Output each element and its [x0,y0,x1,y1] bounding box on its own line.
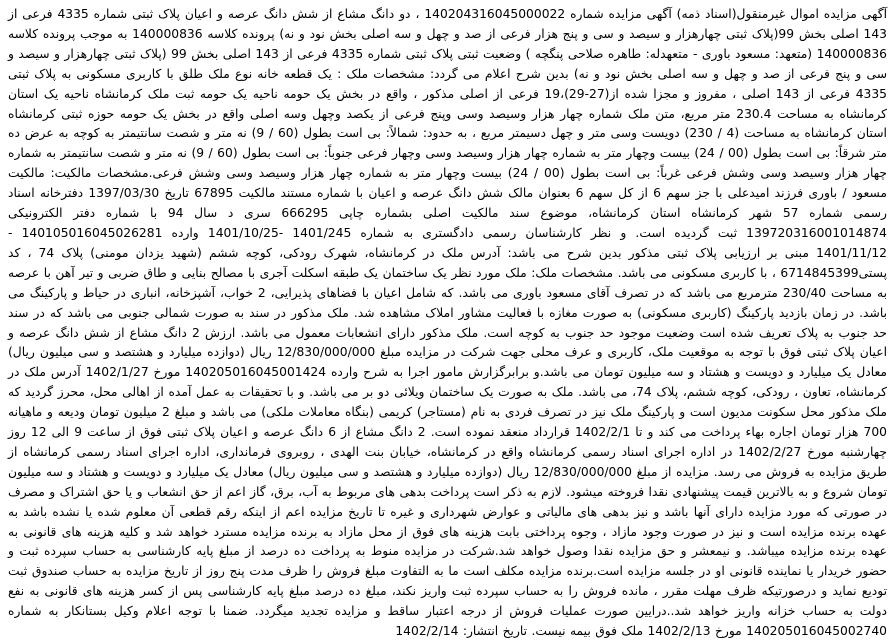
auction-notice-text: آگهی مزایده اموال غیرمنقول(اسناد ذمه) آگهی مزایده شماره 140204316045000022 ، دو دانگ مشاع از شش دانگ عرصه و اعیان پلاک ثبتی شماره 4335 فرعی از 143 اصلی بخش 99(پلاک ثبتی چهارهزار و سیصد و سی و پنج هزار فرعی از صد و چهل و سه اصلی بخش نود و نه) پرونده کلاسه 140000836 به موجب پرونده کلاسه 140000836 (متعهد: مسعود باوری - متعهدله: طاهره صلاحی پنگچه ) وضعیت ثبتی پلاک ثبتی شماره 4335 فرعی از 143 اصلی بخش 99 (پلاک ثبتی چهارهزار و سیصد و سی و پنج فرعی از صد و چهل و سه اصلی بخش نود و نه) بدین شرح اعلام می گردد: مشخصات ملک : یک قطعه خانه نوع ملک طلق با کاربری مسکونی به پلاک ثبتی 4335 فرعی از 143 اصلی ، مفروز و مجزا شده از(27-29)،19 فرعی از اصلی مذکور ، واقع در بخش یک حومه ناحیه یک حومه ثبت ملک کرمانشاه ناحیه یک استان کرمانشاه به مساحت 230.4 متر مربع، متن ملک شماره چهار هزار وسیصد وسی وپنج فرعی از یکصد وچهل وسه اصلی واقع در بخش یک حومه حوزه ثبتی کرمانشاه استان کرمانشاه به مساحت (4 / 230) دویست وسی متر و چهل دسیمتر مربع ، به حدود: شمالاً: بی است بطول (60 / 9) نه متر و شصت سانتیمتر به کوچه به عرض ده متر شرقاً: بی است بطول (00 / 24) بیست وچهار متر به شماره چهار هزار وسیصد وسی وچهار فرعی جنوباً: بی است بطول (60 / 9) نه متر و شصت سانتیمتر به شماره چهار هزار وسیصد وسی وشش فرعی غرباً: بی است بطول (00 / 24) بیست وچهار متر به شماره چهار هزار وسیصد وسی وشش فرعی.مشخصات مالکیت: مالکیت مسعود / باوری فرزند امیدعلی با جز سهم 6 از کل سهم 6 بعنوان مالک شش دانگ عرصه و اعیان با شماره مستند مالکیت 67895 تاریخ 1397/03/30 دفترخانه اسناد رسمی شماره 57 شهر کرمانشاه استان کرمانشاه، موضوع سند مالکیت اصلی بشماره چاپی 666295 سری د سال 94 با شماره دفتر الکترونیکی 139720316001014874 ثبت گردیده است. و نظر کارشناسان رسمی دادگستری به شماره 1401/245 -1401/10/25 وارده 140105016045026281 - 1401/11/12 مبنی بر ارزیابی پلاک ثبتی مذکور بدین شرح می باشد: آدرس ملک در کرمانشاه، شهرک رودکی، کوچه ششم (شهید یزدان مومنی) پلاک 74 ، کد پستی6714845399 ، با کاربری مسکونی می باشد. مشخصات ملک: ملک مورد نظر یک ساختمان یک طبقه اسکلت آجری با مصالح بنایی و طاق ضربی و تیر آهن با عرصه به مساحت 230/40 مترمربع می باشد که در تصرف آقای مسعود باوری می باشد. که شامل اعیان با فضاهای پذیرایی، 2 خواب، آشپزخانه، انباری در حیاط و پارکینگ می باشد. در زمان بازدید پارکینگ (کاربری مسکونی) به صورت مغازه با فعالیت مشاور املاک مشاهده شد. ملک مذکور در سند به صورت شمالی جنوبی می باشد که در سند حد جنوب به پلاک تعریف شده است وضعیت موجود حد جنوب به کوچه است. ملک مذکور دارای انشعابات معمول می باشد. ارزش 2 دانگ مشاع از شش دانگ عرصه و اعیان پلاک ثبتی فوق با توجه به موقعیت ملک، کاربری و عرف محلی جهت شرکت در مزایده مبلغ 12/830/000/000 ریال (دوازده میلیارد و هشتصد و سی میلیون ریال) معادل یک میلیارد و دویست و هشتاد و سه میلیون تومان می باشد.و برابرگزارش مامور اجرا به شرح وارده 140205016045001424 مورخ 1402/1/27 آدرس ملک در کرمانشاه، تعاون ، رودکی، کوچه ششم، پلاک 74، می باشد. ملک به صورت یک ساختمان ویلائی دو بر می باشد. و با تحقیقات به عمل آمده از اهالی محل، محرز گردید که ملک مذکور محل سکونت مدیون است و پارکینگ ملک نیز در تصرف فردی به نام (مستاجر) کریمی (بنگاه معاملات ملکی) می باشد و مبلغ 2 میلیون تومان ودیعه و ماهیانه 700 هزار تومان اجاره بهاء پرداخت می کند و تا 1402/2/1 قرارداد منعقد نموده است. 2 دانگ مشاع از 6 دانگ عرصه و اعیان پلاک ثبتی فوق از ساعت 9 الی 12 روز چهارشنبه مورخ 1402/2/27 در اداره اجرای اسناد رسمی کرمانشاه واقع در کرمانشاه، خیابان بنت الهدی ، روبروی فرمانداری، اداره اجرای اسناد رسمی کرمانشاه از طریق مزایده به فروش می رسد. مزایده از مبلغ 12/830/000/000 ریال (دوازده میلیارد و هشتصد و سی میلیون ریال) معادل یک میلیارد و دویست و هشتاد و سه میلیون تومان شروع و به بالاترین قیمت پیشنهادی نقدا فروخته میشود. لازم به ذکر است پرداخت بدهی های مربوط به آب، برق، گاز اعم از حق انشعاب و یا حق اشتراک و مصرف در صورتی که مورد مزایده دارای آنها باشد و نیز بدهی های مالیاتی و عوارض شهرداری و غیره تا تاریخ مزایده اعم از اینکه رقم قطعی آن معلوم شده یا نشده باشد به عهده برنده مزایده است و نیز در صورت وجود مازاد ، وجوه پرداختی بابت هزینه های فوق از محل مازاد به برنده مزایده مسترد خواهد شد و کلیه هزینه های قانونی به عهده برنده مزایده میباشد. و نیمعشر و حق مزایده نقدا وصول خواهد شد.شرکت در مزایده منوط به پرداخت ده درصد از مبلغ پایه کارشناسی به حساب سپرده ثبت و حضور خریدار یا نماینده قانونی او در جلسه مزایده است.برنده مزایده مکلف است ما به التفاوت مبلغ فروش را ظرف مدت پنج روز از تاریخ مزایده به حساب صندوق ثبت تودیع نماید و درصورتیکه ظرف مهلت مقرر ، مانده فروش را به حساب سپرده ثبت واریز نکند، مبلغ ده درصد مبلغ پایه کارشناسی پس از کسر هزینه های قانونی به نفع دولت به حساب خزانه واریز خواهد شد..درایین صورت عملیات فروش از درجه اعتبار ساقط و مزایده تجدید میگردد. ضمنا با توجه اعلام وکیل بستانکار به شماره 140205016045002740 مورخ 1402/2/13 ملک فوق بیمه نیست. تاریخ انتشار: 1402/2/14 [8,7,888,639]
